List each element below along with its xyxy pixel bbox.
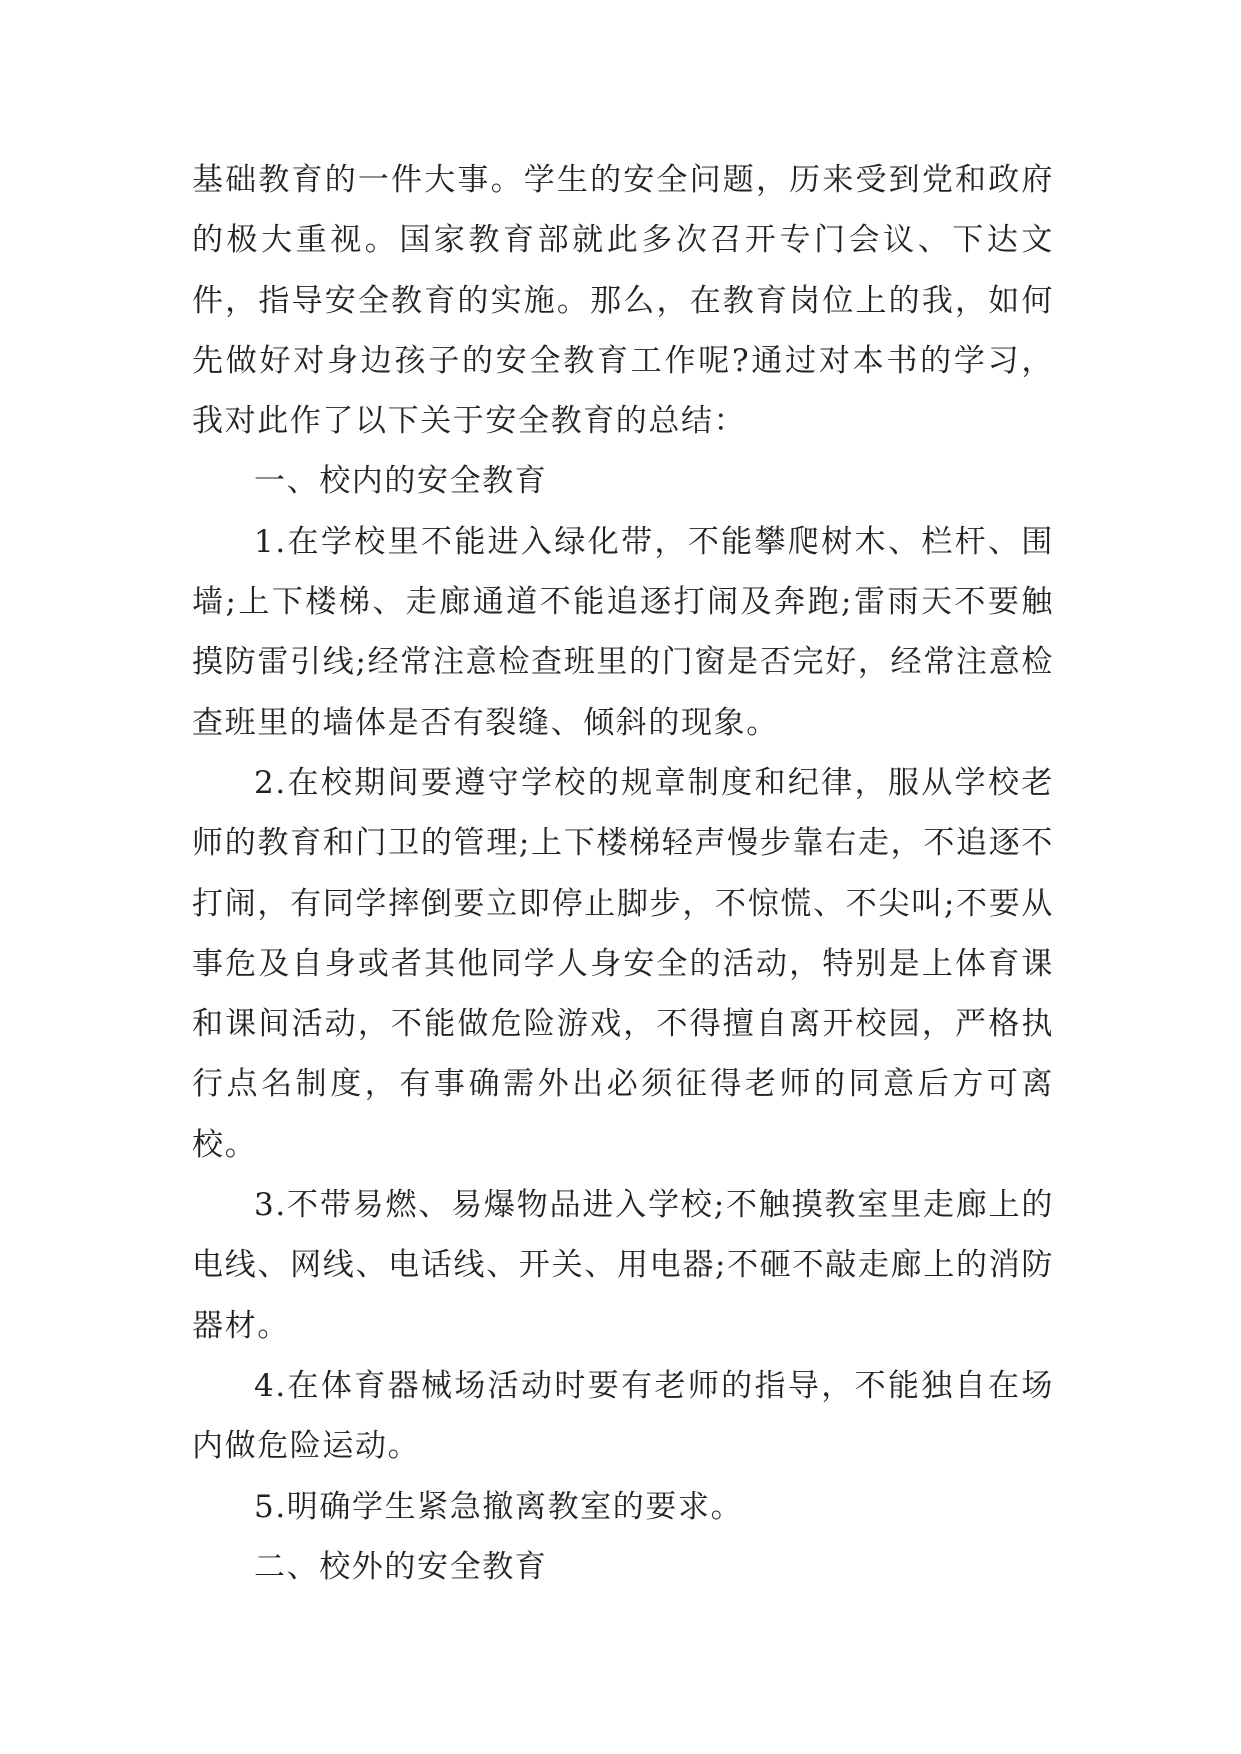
- list-item-2: 2.在校期间要遵守学校的规章制度和纪律，服从学校老师的教育和门卫的管理;上下楼梯轻声慢步靠右走，不追逐不打闹，有同学摔倒要立即停止脚步，不惊慌、不尖叫;不要从事危及自身或者其他同学人身安全的活动，特别是上体育课和课间活动，不能做危险游戏，不得擅自离开校园，严格执行点名制度，有事确需外出必须征得老师的同意后方可离校。: [192, 764, 1054, 1163]
- section-heading-offcampus: 二、校外的安全教育: [254, 1548, 548, 1585]
- paragraph-intro: 基础教育的一件大事。学生的安全问题，历来受到党和政府的极大重视。国家教育部就此多次召开专门会议、下达文件，指导安全教育的实施。那么，在教育岗位上的我，如何先做好对身边孩子的安全教育工作呢?通过对本书的学习，我对此作了以下关于安全教育的总结：: [192, 162, 1054, 440]
- list-item-4: 4.在体育器械场活动时要有老师的指导，不能独自在场内做危险运动。: [192, 1367, 1054, 1465]
- list-item-1: 1.在学校里不能进入绿化带，不能攀爬树木、栏杆、围墙;上下楼梯、走廊通道不能追逐打闹及奔跑;雷雨天不要触摸防雷引线;经常注意检查班里的门窗是否完好，经常注意检查班里的墙体是否有裂缝、倾斜的现象。: [192, 523, 1054, 741]
- list-item-5: 5.明确学生紧急撤离教室的要求。: [254, 1488, 744, 1525]
- document-body: [192, 150, 1054, 1597]
- section-heading-campus: 一、校内的安全教育: [254, 463, 548, 500]
- list-item-3: 3.不带易燃、易爆物品进入学校;不触摸教室里走廊上的电线、网线、电话线、开关、用电器;不砸不敲走廊上的消防器材。: [192, 1187, 1054, 1344]
